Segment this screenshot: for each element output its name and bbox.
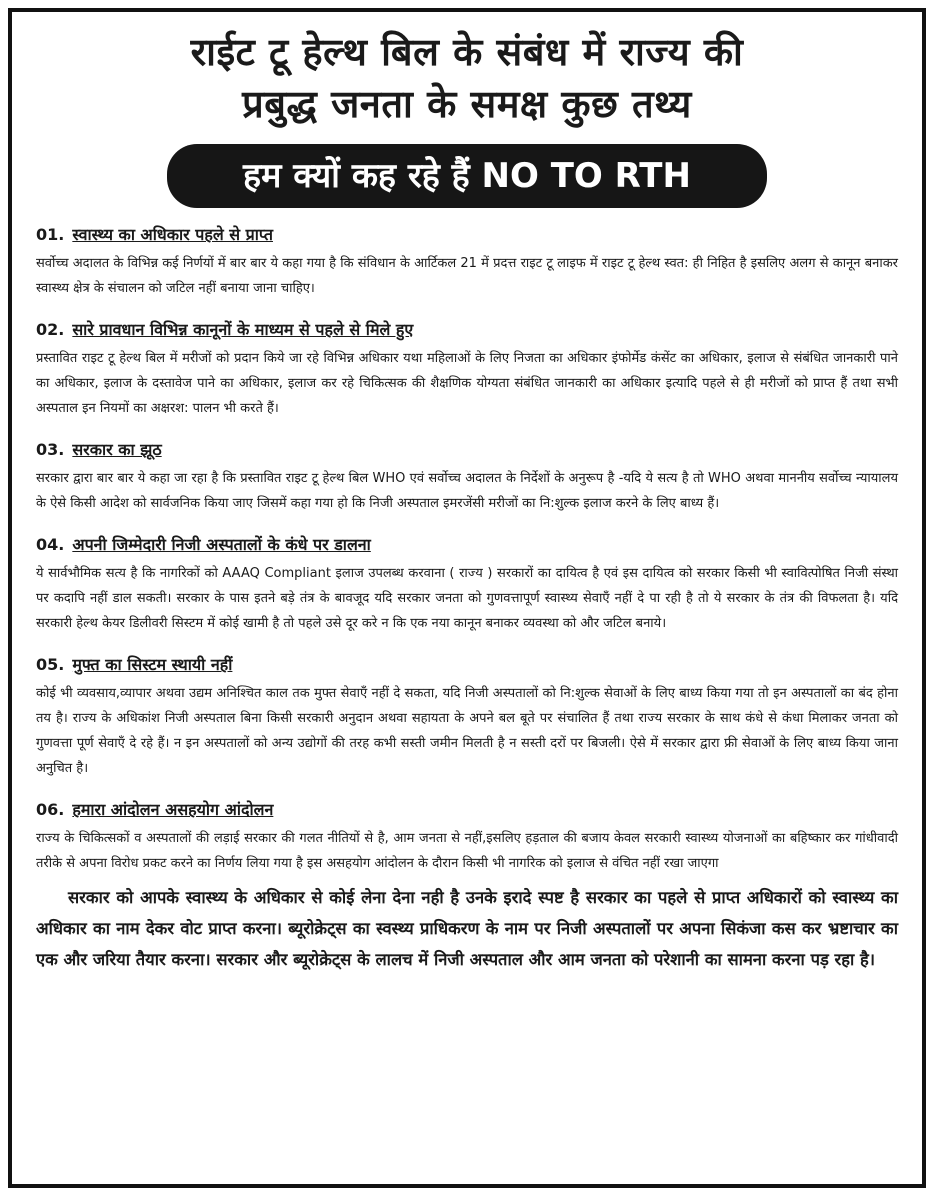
section-heading [36,534,898,556]
section-heading [36,439,898,461]
section-number: 01. [36,225,65,244]
section-02 [36,319,898,421]
section-body: प्रस्तावित राइट टू हेल्थ बिल में मरीजों को प्रदान किये जा रहे विभिन्न अधिकार यथा महिलाओं के लिए निजता का अधिकार इंफोर्मेड कंसेंट का अधिकार, इलाज से संबंधित जानकारी पाने का अधिकार, इलाज के दस्तावेज पाने का अधिकार, इलाज कर रहे चिकित्सक की शैक्षणिक योग्यता संबंधित जानकारी का अधिकार इत्यादि पहले से ही मरीजों को प्राप्त हैं तथा सभी अस्पताल इन नियमों का अक्षरश: पालन भी करते हैं। [36,351,898,416]
title-line-2: प्रबुद्ध जनता के समक्ष कुछ तथ्य [242,82,692,126]
section-heading [36,224,898,246]
section-03 [36,439,898,516]
slogan-banner: हम क्यों कह रहे हैं NO TO RTH [167,144,767,208]
section-05 [36,654,898,781]
section-number: 04. [36,535,65,554]
section-number: 03. [36,440,65,459]
section-number: 05. [36,655,65,674]
section-title: स्वास्थ्य का अधिकार पहले से प्राप्त [72,225,273,244]
section-number: 02. [36,320,65,339]
section-title: सारे प्रावधान विभिन्न कानूनों के माध्यम से पहले से मिले हुए [72,320,414,339]
section-01 [36,224,898,301]
section-body: सर्वोच्च अदालत के विभिन्न कई निर्णयों में बार बार ये कहा गया है कि संविधान के आर्टिकल 21 में प्रदत्त राइट टू लाइफ में राइट टू हेल्थ स्वत: ही निहित है इसलिए अलग से कानून बनाकर स्वास्थ्य क्षेत्र के संचालन को जटिल नहीं बनाया जाना चाहिए। [36,256,898,296]
section-06 [36,799,898,876]
title-line-1: राईट टू हेल्थ बिल के संबंध में राज्य की [190,30,744,74]
section-heading [36,319,898,341]
section-title: अपनी जिम्मेदारी निजी अस्पतालों के कंधे पर डालना [72,535,371,554]
section-title: हमारा आंदोलन असहयोग आंदोलन [72,800,274,819]
section-body: कोई भी व्यवसाय,व्यापार अथवा उद्यम अनिश्चित काल तक मुफ्त सेवाएँ नहीं दे सकता, यदि निजी अस्पतालों को नि:शुल्क सेवाओं के लिए बाध्य किया गया तो इन अस्पतालों का बंद होना तय है। राज्य के अधिकांश निजी अस्पताल बिना किसी सरकारी अनुदान अथवा सहायता के अपने बल बूते पर संचालित हैं तथा राज्य सरकार के साथ कंधे से कंधा मिलाकर जनता को गुणवत्ता पूर्ण सेवाएँ दे रहे हैं। न इन अस्पतालों को अन्य उद्योगों की तरह कभी सस्ती जमीन मिलती है न सस्ती दरों पर बिजली। ऐसे में सरकार द्वारा फ्री सेवाओं के लिए बाध्य किया जाना अनुचित है। [36,686,898,776]
page-title [36,26,898,130]
closing-statement: सरकार को आपके स्वास्थ्य के अधिकार से कोई लेना देना नही है उनके इरादे स्पष्ट है सरकार का पहले से प्राप्त अधिकारों को स्वास्थ्य का अधिकार का नाम देकर वोट प्राप्त करना। ब्यूरोक्रेट्स का स्वस्थ्य प्राधिकरण के नाम पर निजी अस्पतालों पर अपना सिकंजा कस कर भ्रष्टाचार का एक और जरिया तैयार करना। सरकार और ब्यूरोक्रेट्स के लालच में निजी अस्पताल और आम जनता को परेशानी का सामना करना पड़ रहा है। [36,888,898,969]
section-body: सरकार द्वारा बार बार ये कहा जा रहा है कि प्रस्तावित राइट टू हेल्थ बिल WHO एवं सर्वोच्च अदालत के निर्देशों के अनुरूप है -यदि ये सत्य है तो WHO अथवा माननीय सर्वोच्च न्यायालय के ऐसे किसी आदेश को सार्वजनिक किया जाए जिसमें कहा गया हो कि निजी अस्पताल इमरजेंसी मरीजों का नि:शुल्क इलाज करने के लिए बाध्य हैं। [36,471,898,511]
section-04 [36,534,898,636]
section-heading [36,654,898,676]
section-title: मुफ्त का सिस्टम स्थायी नहीं [72,655,233,674]
section-number: 06. [36,800,65,819]
section-body: राज्य के चिकित्सकों व अस्पतालों की लड़ाई सरकार की गलत नीतियों से है, आम जनता से नहीं,इसलिए हड़ताल की बजाय केवल सरकारी स्वास्थ्य योजनाओं का बहिष्कार कर गांधीवादी तरीके से अपना विरोध प्रकट करने का निर्णय लिया गया है इस असहयोग आंदोलन के दौरान किसी भी नागरिक को इलाज से वंचित नहीं रखा जाएगा [36,831,898,871]
document-frame [8,8,926,1188]
section-body: ये सार्वभौमिक सत्य है कि नागरिकों को AAAQ Compliant इलाज उपलब्ध करवाना ( राज्य ) सरकारों का दायित्व है एवं इस दायित्व को सरकार किसी भी स्वावित्पोषित निजी संस्था पर कदापि नहीं डाल सकती। सरकार के पास इतने बड़े तंत्र के बावजूद यदि सरकार जनता को गुणवत्तापूर्ण स्वास्थ्य सेवाएँ नहीं दे पा रही है तो ये सरकार के तंत्र की विफलता है। यदि सरकारी हेल्थ केयर डिलीवरी सिस्टम में कोई खामी है तो पहले उसे दूर करे न कि एक नया कानून बनाकर व्यवस्था को और जटिल बनाये। [36,566,898,631]
section-heading [36,799,898,821]
section-title: सरकार का झूठ [72,440,162,459]
